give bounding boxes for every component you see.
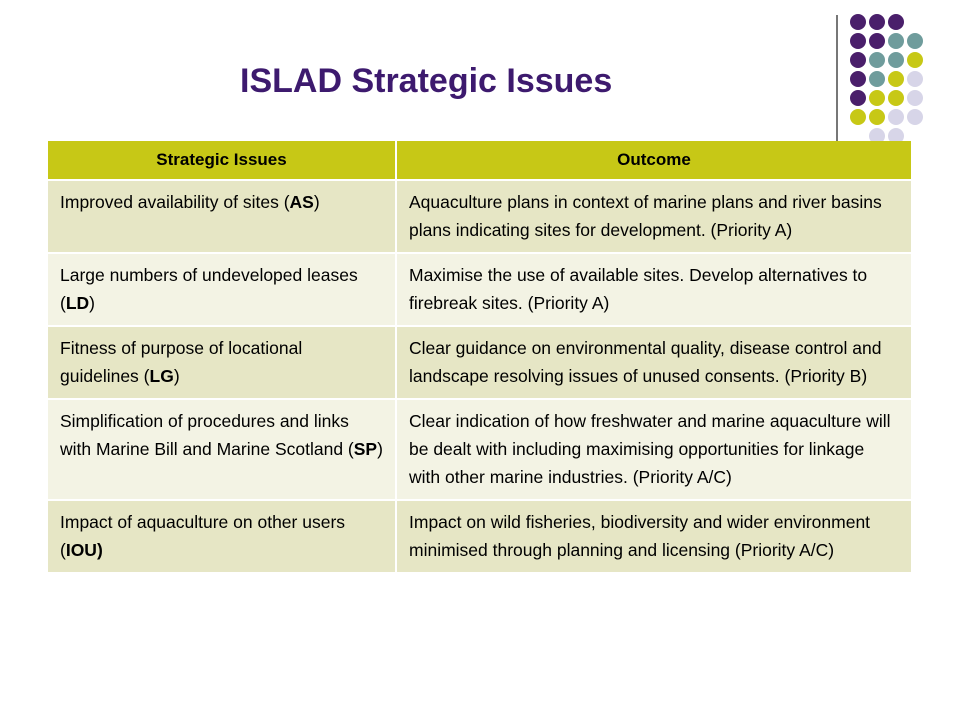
decorative-dot bbox=[850, 109, 866, 125]
strategic-issues-table bbox=[48, 141, 913, 574]
outcome-cell: Clear guidance on environmental quality, disease control and landscape resolving issues of unused consents. (Priority B) bbox=[396, 326, 912, 399]
issue-cell: Improved availability of sites (AS) bbox=[48, 180, 396, 253]
outcome-cell: Maximise the use of available sites. Develop alternatives to firebreak sites. (Priority A) bbox=[396, 253, 912, 326]
issue-cell: Fitness of purpose of locational guidelines (LG) bbox=[48, 326, 396, 399]
outcome-cell: Clear indication of how freshwater and marine aquaculture will be dealt with including maximising opportunities for linkage with other marine industries. (Priority A/C) bbox=[396, 399, 912, 500]
table-row bbox=[48, 399, 912, 500]
slide-title: ISLAD Strategic Issues bbox=[240, 62, 613, 100]
decorative-dot bbox=[888, 52, 904, 68]
decorative-dot bbox=[869, 109, 885, 125]
issue-code: AS bbox=[289, 192, 314, 212]
decorative-dot bbox=[850, 14, 866, 30]
issue-code: LD bbox=[65, 293, 90, 313]
outcome-cell: Impact on wild fisheries, biodiversity and wider environment minimised through planning and licensing (Priority A/C) bbox=[396, 500, 912, 573]
table-header-row bbox=[48, 141, 912, 180]
decorative-dot bbox=[907, 109, 923, 125]
issue-code: SP bbox=[353, 439, 378, 459]
decorative-dot bbox=[907, 71, 923, 87]
issue-cell: Impact of aquaculture on other users (IOU) bbox=[48, 500, 396, 573]
decorative-dot bbox=[888, 109, 904, 125]
decorative-dot bbox=[907, 33, 923, 49]
decorative-dot bbox=[869, 33, 885, 49]
table-row bbox=[48, 180, 912, 253]
decorative-dot bbox=[888, 71, 904, 87]
table-row bbox=[48, 253, 912, 326]
table-row bbox=[48, 326, 912, 399]
decorative-dot bbox=[869, 52, 885, 68]
decorative-divider bbox=[836, 15, 838, 143]
decorative-dot bbox=[850, 90, 866, 106]
decorative-dot bbox=[850, 71, 866, 87]
issue-code: IOU) bbox=[65, 540, 103, 560]
decorative-dot bbox=[907, 90, 923, 106]
decorative-dot bbox=[869, 14, 885, 30]
header-strategic-issues: Strategic Issues bbox=[48, 141, 396, 180]
decorative-dot bbox=[888, 90, 904, 106]
table-row bbox=[48, 500, 912, 573]
decorative-dot bbox=[888, 14, 904, 30]
issue-code: LG bbox=[149, 366, 174, 386]
decorative-dot bbox=[888, 33, 904, 49]
issue-cell: Simplification of procedures and links with Marine Bill and Marine Scotland (SP) bbox=[48, 399, 396, 500]
issue-cell: Large numbers of undeveloped leases (LD) bbox=[48, 253, 396, 326]
decorative-dot bbox=[869, 90, 885, 106]
decorative-dot bbox=[850, 52, 866, 68]
header-outcome: Outcome bbox=[396, 141, 912, 180]
decorative-dot bbox=[850, 33, 866, 49]
outcome-cell: Aquaculture plans in context of marine plans and river basins plans indicating sites for development. (Priority A) bbox=[396, 180, 912, 253]
decorative-dot bbox=[869, 71, 885, 87]
decorative-dot bbox=[907, 52, 923, 68]
